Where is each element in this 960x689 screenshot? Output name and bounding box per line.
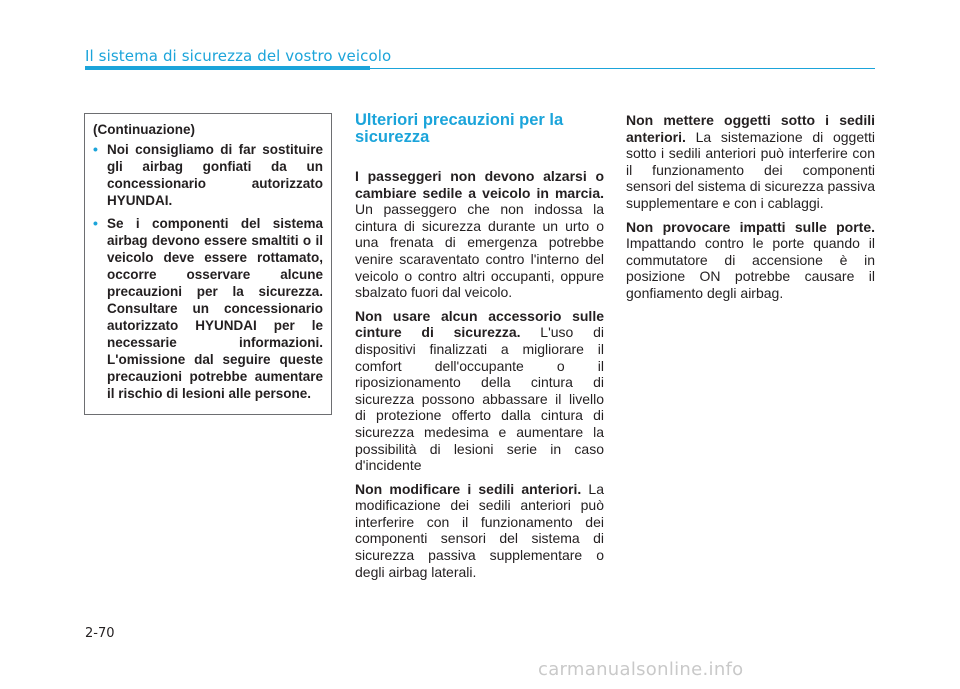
section-header-title: Il sistema di sicurezza del vostro veicolo [85, 47, 392, 65]
paragraph-body: La modificazione dei sedili anteriori può interferire con il funzionamento dei componenti sensori del sistema di sicurezza passiva supplementare o degli airbag laterali. [355, 480, 604, 580]
paragraph-body: Un passeggero che non indossa la cintura di sicurezza durante un urto o una frenata di emergenza potrebbe venire scaraventato contro l'interno del veicolo o contro altri occupanti, oppure sbalzato fuori dal veicolo. [355, 201, 604, 301]
page-number: 2-70 [85, 626, 115, 641]
section-title: Ulteriori precauzioni per la sicurezza [355, 111, 564, 146]
paragraph-lead: I passeggeri non devono alzarsi o cambiare sedile a veicolo in marcia. [355, 168, 604, 201]
paragraph-accessories [355, 308, 604, 474]
paragraph-objects [626, 112, 875, 212]
paragraph-body: La sistemazione di oggetti sotto i sedili anteriori può interferire con il funzionamento dei componenti sensori del sistema di sicurezza passiva supplementare e con i cablaggi. [626, 128, 875, 211]
warning-bullet-1 [93, 141, 323, 209]
paragraph-body: Impattando contro le porte quando il commutatore di accensione è in posizione ON potrebbe causare il gonfiamento degli airbag. [626, 235, 875, 301]
watermark: carmanualsonline.info [538, 659, 744, 680]
paragraph-doors [626, 219, 875, 302]
paragraph-passengers [355, 168, 604, 301]
middle-column [355, 112, 604, 587]
paragraph-lead: Non mettere oggetti sotto i sedili anteriori. [626, 112, 875, 145]
right-column [626, 112, 875, 309]
bullet-dot-icon: • [93, 141, 98, 157]
warning-bullet-text: Noi consigliamo di far sostituire gli airbag gonfiati da un concessionario autorizzato HYUNDAI. [107, 142, 323, 208]
paragraph-lead: Non modificare i sedili anteriori. [355, 480, 582, 497]
warning-heading: (Continuazione) [93, 122, 195, 137]
warning-bullet-text: Se i componenti del sistema airbag devono essere smaltiti o il veicolo deve essere rottamato, occorre osservare alcune precauzioni per la sicurezza. Consultare un concessionario autorizzato HYUNDAI per le necessarie informazioni. L'omissione dal seguire queste precauzioni potrebbe aumentare il rischio di lesioni alle persone. [107, 216, 323, 401]
paragraph-lead: Non provocare impatti sulle porte. [626, 218, 875, 235]
bullet-dot-icon: • [93, 215, 98, 231]
warning-bullet-2 [93, 215, 323, 402]
paragraph-lead: Non usare alcun accessorio sulle cinture di sicurezza. [355, 307, 604, 341]
paragraph-seats [355, 481, 604, 581]
paragraph-body: L'uso di dispositivi finalizzati a migliorare il comfort dell'occupante o il riposizionamento della cintura di sicurezza possono abbassare il livello di protezione offerto dalla cintura di sicurezza medesima e aumentare la possibilità di lesioni serie in caso d'incidente [355, 324, 604, 474]
header-rule-thick [85, 66, 370, 70]
header-rule-thin [370, 68, 875, 69]
warning-box [84, 113, 332, 415]
